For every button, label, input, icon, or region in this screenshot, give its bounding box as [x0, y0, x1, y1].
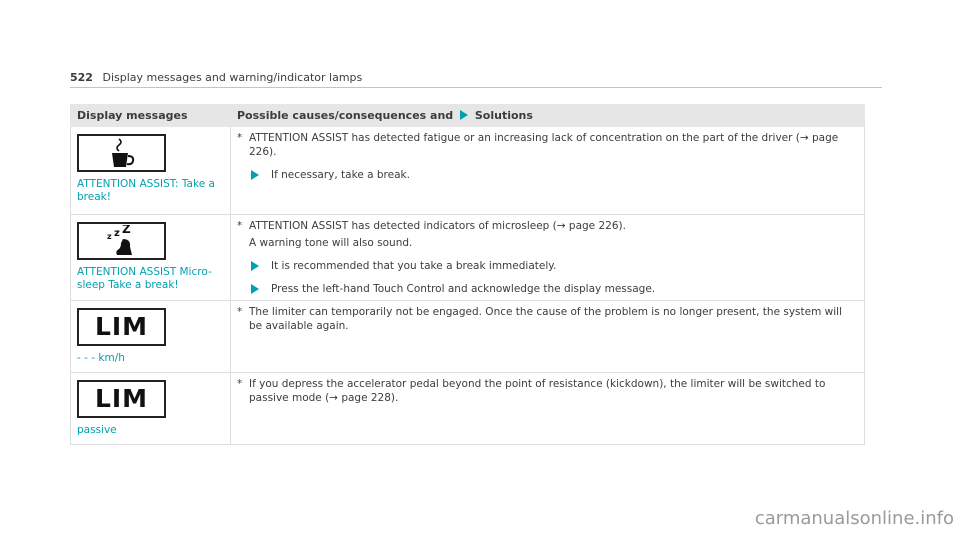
col-header-causes: Possible causes/consequences and: [237, 109, 454, 122]
watermark: carmanualsonline.info: [754, 508, 954, 529]
display-message-cell: [71, 373, 231, 445]
star-marker: *: [237, 306, 243, 318]
display-messages-table: [70, 104, 865, 445]
solution-item: [237, 168, 858, 182]
message-text: ATTENTION ASSIST: Take a break!: [77, 178, 215, 203]
solution-text: It is recommended that you take a break immediately.: [271, 260, 557, 272]
solution-text: If necessary, take a break.: [271, 169, 410, 181]
solution-text: Press the left-hand Touch Control and acknowledge the display message.: [271, 283, 656, 295]
solution-item: [237, 259, 858, 273]
page-header: [70, 71, 882, 88]
cause-item: [237, 219, 858, 233]
solution-item: [237, 282, 858, 296]
limiter-icon-text: LIM: [94, 312, 149, 341]
star-marker: *: [237, 132, 243, 144]
message-text: - - - km/h: [77, 352, 125, 364]
cause-text: ATTENTION ASSIST has detected fatigue or an increasing lack of concentration on the part of the driver (→ page 226).: [249, 132, 839, 158]
page-header-title: Display messages and warning/indicator lamps: [102, 71, 363, 84]
star-marker: *: [237, 378, 243, 390]
table-row: [71, 127, 865, 215]
col-header-display-messages: Display messages: [71, 105, 231, 127]
solution-arrow-icon: [251, 170, 259, 180]
limiter-icon: [77, 308, 166, 346]
cause-solution-cell: [231, 215, 865, 301]
display-message-cell: [71, 215, 231, 301]
message-text: ATTENTION ASSIST Micro-sleep Take a break!: [77, 266, 212, 291]
cause-item: [237, 131, 858, 159]
note-text: A warning tone will also sound.: [249, 237, 413, 249]
coffee-cup-icon: [77, 134, 166, 172]
svg-text:Z: Z: [121, 225, 131, 236]
cause-solution-cell: [231, 127, 865, 215]
star-marker: *: [237, 220, 243, 232]
display-message-cell: [71, 127, 231, 215]
limiter-icon: [77, 380, 166, 418]
cause-item: [237, 305, 858, 333]
sleep-zzz-icon: [77, 222, 166, 260]
table-header-row: [71, 105, 865, 127]
col-header-solutions: Solutions: [474, 109, 533, 122]
cause-solution-cell: [231, 301, 865, 373]
svg-text:z: z: [106, 232, 112, 241]
display-message-cell: [71, 301, 231, 373]
message-text: passive: [77, 424, 117, 436]
limiter-icon-text: LIM: [94, 384, 149, 413]
cause-text: If you depress the accelerator pedal beyond the point of resistance (kickdown), the limiter will be switched to passive mode (→ page 228).: [249, 378, 826, 404]
solution-arrow-icon: [251, 261, 259, 271]
solution-arrow-icon: [460, 110, 468, 120]
table-row: [71, 215, 865, 301]
table-row: [71, 301, 865, 373]
cause-text: The limiter can temporarily not be engaged. Once the cause of the problem is no longer present, the system will be available again.: [249, 306, 843, 332]
table-row: [71, 373, 865, 445]
cause-solution-cell: [231, 373, 865, 445]
solution-arrow-icon: [251, 284, 259, 294]
col-header-causes-solutions: [231, 105, 865, 127]
cause-text: ATTENTION ASSIST has detected indicators of microsleep (→ page 226).: [249, 220, 626, 232]
svg-text:z: z: [113, 228, 120, 239]
cause-item: [237, 377, 858, 405]
page-number: 522: [70, 71, 93, 84]
